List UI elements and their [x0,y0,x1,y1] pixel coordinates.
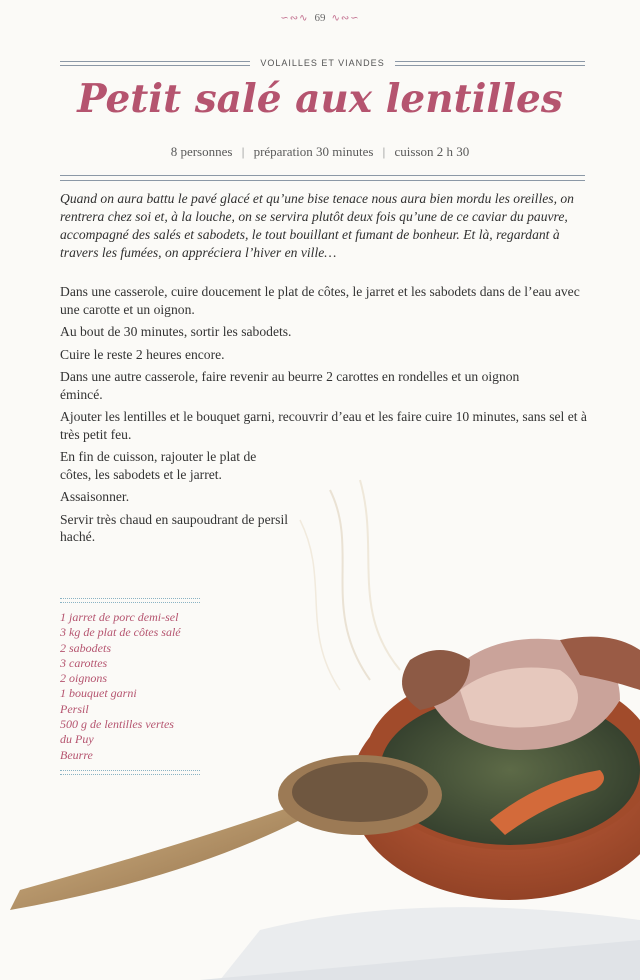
step: Ajouter les lentilles et le bouquet garni, recouvrir d’eau et les faire cuire 10 minutes, sans sel et à très petit feu. [60,409,587,442]
meta-separator: | [382,144,386,159]
section-header [60,56,585,70]
title-rule-bottom [60,175,585,181]
recipe-intro: Quand on aura battu le pavé glacé et qu’une bise tenace nous aura bien mordu les oreilles, on rentrera chez soi et, à la louche, on se servira plutôt deux fois qu’une de ce caviar du pauvre, accompagné des salés et sabodets, le tout bouillant et fumant de bonheur. Et là, regardant à travers les fumées, on appréciera l’hiver en ville… [60,191,574,260]
section-label: VOLAILLES ET VIANDES [260,58,385,68]
cook-time: cuisson 2 h 30 [394,144,470,159]
step: Dans une autre casserole, faire revenir au beurre 2 carottes en rondelles et un oignon émincé. [60,369,520,402]
ingredient-item: 2 oignons [60,671,108,686]
ingredients-list [60,610,260,763]
ingredients-rule-top [60,598,200,603]
servings: 8 personnes [170,144,233,159]
page-number: 69 [314,12,326,24]
step: Dans une casserole, cuire doucement le plat de côtes, le jarret et les sabodets dans de l’eau avec une carotte et un oignon. [60,284,580,317]
step: Servir très chaud en saupoudrant de persil haché. [60,511,289,544]
step: Assaisonner. [60,489,130,504]
ingredients-rule-bottom [60,770,200,775]
section-rule-left [60,61,250,66]
ingredient-item: 3 kg de plat de côtes salé [60,625,181,640]
flourish-right-icon: ∿∾∽ [331,12,360,24]
ingredient-item: Beurre [60,747,93,762]
step: Cuire le reste 2 heures encore. [60,346,225,362]
flourish-left-icon: ∽∾∿ [280,12,309,24]
ingredient-item: 3 carottes [60,655,108,670]
ingredient-item: Persil [60,701,89,716]
ingredient-item: du Puy [60,732,94,747]
prep-time: préparation 30 minutes [253,144,374,159]
step: En fin de cuisson, rajouter le plat de côtes, les sabodets et le jarret. [60,449,257,482]
ingredient-item: 1 jarret de porc demi-sel [60,610,179,624]
ingredient-item: 1 bouquet garni [60,686,137,701]
ingredient-item: 500 g de lentilles vertes [60,717,174,732]
recipe-title: Petit salé aux lentilles [77,76,563,122]
ingredient-item: 2 sabodets [60,640,111,655]
meta-separator: | [241,144,245,159]
recipe-meta [0,144,640,160]
step: Au bout de 30 minutes, sortir les sabodets. [60,324,292,339]
page-header [0,8,640,28]
section-rule-right [395,61,585,66]
